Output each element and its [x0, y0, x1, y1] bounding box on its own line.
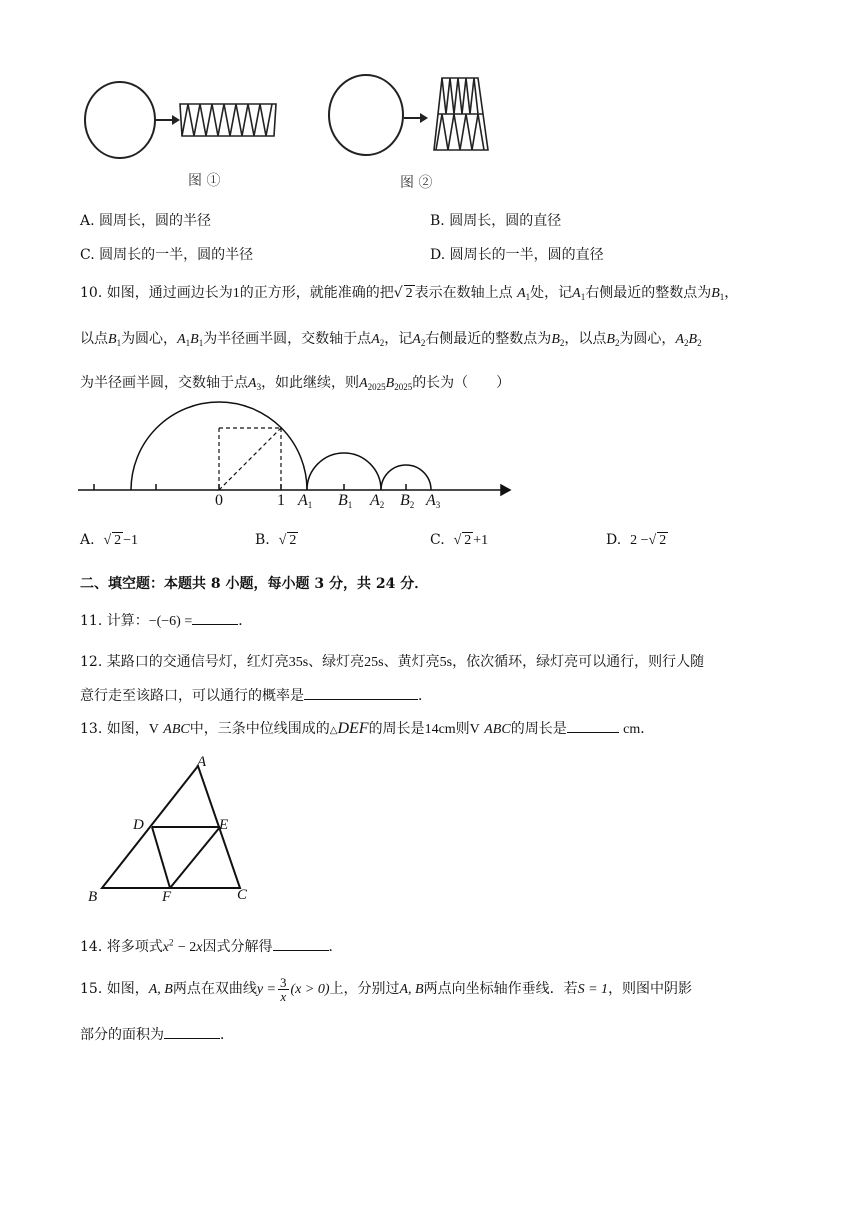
math: $A_{2025}B_{2025}$ [359, 376, 413, 392]
text: 以点 [80, 331, 108, 347]
text: 处，记 [530, 285, 573, 301]
q12-line-2 [80, 685, 432, 705]
math: cm． [623, 722, 655, 737]
math: y = [256, 982, 276, 997]
text: ，如此继续，则 [261, 375, 360, 391]
q10-line-3 [80, 372, 510, 392]
text: 右侧最近的整数点为 [425, 331, 552, 347]
axis-label-1: 1 [277, 492, 285, 509]
text: ，依次循环，绿灯亮可以通行，则行人随 [452, 654, 705, 670]
question-number: 15. [80, 981, 103, 997]
math: $A_2$ [412, 332, 426, 348]
text: 某路口的交通信号灯，红灯亮 [106, 654, 289, 670]
text: 、绿灯亮 [308, 654, 365, 670]
section-title: 二、填空题：本题共 8 小题，每小题 3 分，共 24 分． [80, 576, 429, 592]
math: − 2 [177, 940, 197, 955]
q10-option-b: B. √ 2 [255, 532, 297, 548]
answer-blank[interactable] [192, 612, 238, 625]
text: 为圆心， [121, 331, 178, 347]
text: 两点在双曲线 [172, 981, 257, 997]
text: 、黄灯亮 [383, 654, 440, 670]
fig1-label: 图 ① [188, 173, 221, 189]
option-key: A. [80, 532, 95, 548]
point-c: C [237, 887, 248, 903]
math: ABC [484, 722, 511, 737]
option-key: B. [255, 532, 270, 548]
option-text: 圆周长的一半，圆的半径 [99, 247, 254, 263]
axis-label-a2: $A_2$ [370, 492, 385, 510]
option-math: 2 [114, 533, 122, 548]
point-e: E [219, 817, 229, 833]
fraction: $\frac{3}{x}$ [280, 974, 287, 1004]
q9-option-a [80, 210, 211, 230]
math: S = 1 [577, 982, 609, 997]
option-key: D. [606, 532, 622, 548]
math: 35s [288, 655, 309, 670]
option-key: A. [80, 213, 95, 229]
math: 1 [232, 286, 240, 301]
midline-ef [170, 827, 220, 888]
math: $B_2$ [551, 332, 565, 348]
answer-blank[interactable] [164, 1026, 220, 1039]
point-a: A [197, 754, 207, 770]
q10-number-line-figure [76, 398, 516, 516]
circle-1 [85, 82, 155, 158]
math: DEF [337, 720, 369, 737]
math: $A_2$ [371, 332, 385, 348]
text: 为半径画半圆，交数轴于点 [80, 375, 248, 391]
q9-option-b [430, 210, 561, 230]
math: −(−6) = [148, 614, 193, 629]
text: 的正方形，就能准确的把 [239, 285, 394, 301]
text: ，则图中阴影 [608, 981, 693, 997]
text: 中，三条中位线围成的 [189, 721, 330, 737]
option-math: 2 [464, 533, 472, 548]
arrow-1-head [172, 115, 180, 125]
option-key: C. [430, 532, 445, 548]
q10-option-d: D. 2 −√ 2 [606, 532, 667, 548]
axis-label-a3: $A_3$ [426, 492, 441, 510]
text: 如图，通过画边长为 [106, 285, 233, 301]
q13-triangle-figure [80, 752, 280, 912]
option-math: +1 [473, 533, 489, 548]
q12-line-1 [80, 651, 704, 671]
math: (x > 0) [290, 982, 330, 997]
q14 [80, 936, 343, 956]
text: 因式分解得 [202, 939, 273, 955]
text: ． [238, 613, 253, 629]
math: V [469, 722, 480, 737]
math: $A_3$ [248, 376, 262, 392]
q9-option-d [430, 244, 604, 264]
q15-line-1 [80, 972, 692, 1007]
axis-label-0: 0 [215, 492, 223, 509]
math: 2 [168, 937, 174, 948]
math: $B_1$ [711, 286, 725, 302]
math: 14cm [424, 722, 456, 737]
q11 [80, 610, 252, 630]
option-math: 2 [289, 533, 297, 548]
text: ． [418, 688, 432, 704]
math: $B_1$ [108, 332, 122, 348]
math: 25s [364, 655, 384, 670]
math: $A_1B_1$ [177, 332, 204, 348]
text: ，以点 [564, 331, 607, 347]
math: x [196, 940, 203, 955]
text: 部分的面积为 [80, 1027, 164, 1043]
answer-blank[interactable] [304, 687, 418, 700]
q9-figure [78, 70, 498, 195]
question-number: 13. [80, 721, 103, 737]
q9-option-c [80, 244, 253, 264]
math: $B_2$ [606, 332, 620, 348]
q10-line-1: 10. 如图，通过画边长为1的正方形，就能准确的把√ 2 表示在数轴上点 $A_1$处，记$A_1$右侧最近的整数点为$B_1$， [80, 285, 739, 302]
q10-option-c: C. √ 2 +1 [430, 532, 489, 548]
q13 [80, 718, 654, 738]
question-number: 12. [80, 654, 103, 670]
text: ， [724, 285, 739, 301]
axis-label-b2: $B_2$ [400, 492, 415, 510]
option-math: 2 [659, 533, 667, 548]
axis-label-b1: $B_1$ [338, 492, 353, 510]
text: ． [220, 1027, 234, 1043]
fig2-label: 图 ② [400, 175, 433, 191]
point-f: F [162, 889, 172, 905]
text: 的周长是 [510, 721, 567, 737]
text: 如图， [106, 721, 149, 737]
q15-line-2 [80, 1024, 234, 1044]
text: ，记 [384, 331, 413, 347]
point-d: D [133, 817, 144, 833]
arrow-2-head [420, 113, 428, 123]
math: △ [329, 725, 338, 736]
text: 为圆心， [619, 331, 676, 347]
question-number: 11. [80, 613, 103, 629]
math: 5s [439, 655, 453, 670]
point-b: B [88, 889, 98, 905]
text: ． [328, 939, 343, 955]
text: 将多项式 [106, 939, 163, 955]
math: A, B [399, 982, 424, 997]
answer-blank[interactable] [273, 938, 329, 951]
text: 右侧最近的整数点为 [585, 285, 712, 301]
math: $A_1$ [517, 286, 531, 302]
q10-option-a: A. √ 2 −1 [80, 532, 139, 548]
option-text: 圆周长的一半，圆的直径 [449, 247, 604, 263]
square-diagonal [219, 428, 281, 490]
midline-df [152, 827, 170, 888]
math: $A_1$ [572, 286, 586, 302]
text: 如图， [106, 981, 149, 997]
circle-2 [329, 75, 403, 155]
math: x [162, 940, 169, 955]
question-number: 14. [80, 939, 103, 955]
text: 则 [455, 721, 470, 737]
trapezoid-2 [434, 78, 488, 150]
option-key: B. [430, 213, 445, 229]
math: 2 [405, 286, 413, 301]
text: 的长为（ ） [412, 375, 511, 391]
text: 表示在数轴上点 [414, 285, 513, 301]
axis-label-a1: $A_1$ [298, 492, 313, 510]
q10-line-2 [80, 328, 702, 348]
text: 的周长是 [368, 721, 425, 737]
answer-blank[interactable] [567, 720, 619, 733]
option-math: 2 − [630, 533, 649, 548]
axis-arrow [501, 485, 510, 495]
option-key: D. [430, 247, 446, 263]
parallelogram-1 [180, 104, 276, 136]
text: 为半径画半圆，交数轴于点 [203, 331, 372, 347]
question-number: 10. [80, 285, 103, 301]
text: 两点向坐标轴作垂线．若 [423, 981, 578, 997]
text: 上，分别过 [329, 981, 400, 997]
math: $A_2B_2$ [675, 332, 702, 348]
math: ABC [163, 722, 190, 737]
option-math: −1 [123, 533, 139, 548]
option-key: C. [80, 247, 95, 263]
math: V [148, 722, 159, 737]
math: A, B [148, 982, 173, 997]
text: 意行走至该路口，可以通行的概率是 [80, 688, 304, 704]
option-text: 圆周长，圆的直径 [449, 213, 562, 229]
option-text: 圆周长，圆的半径 [99, 213, 212, 229]
text: 计算： [106, 613, 149, 629]
